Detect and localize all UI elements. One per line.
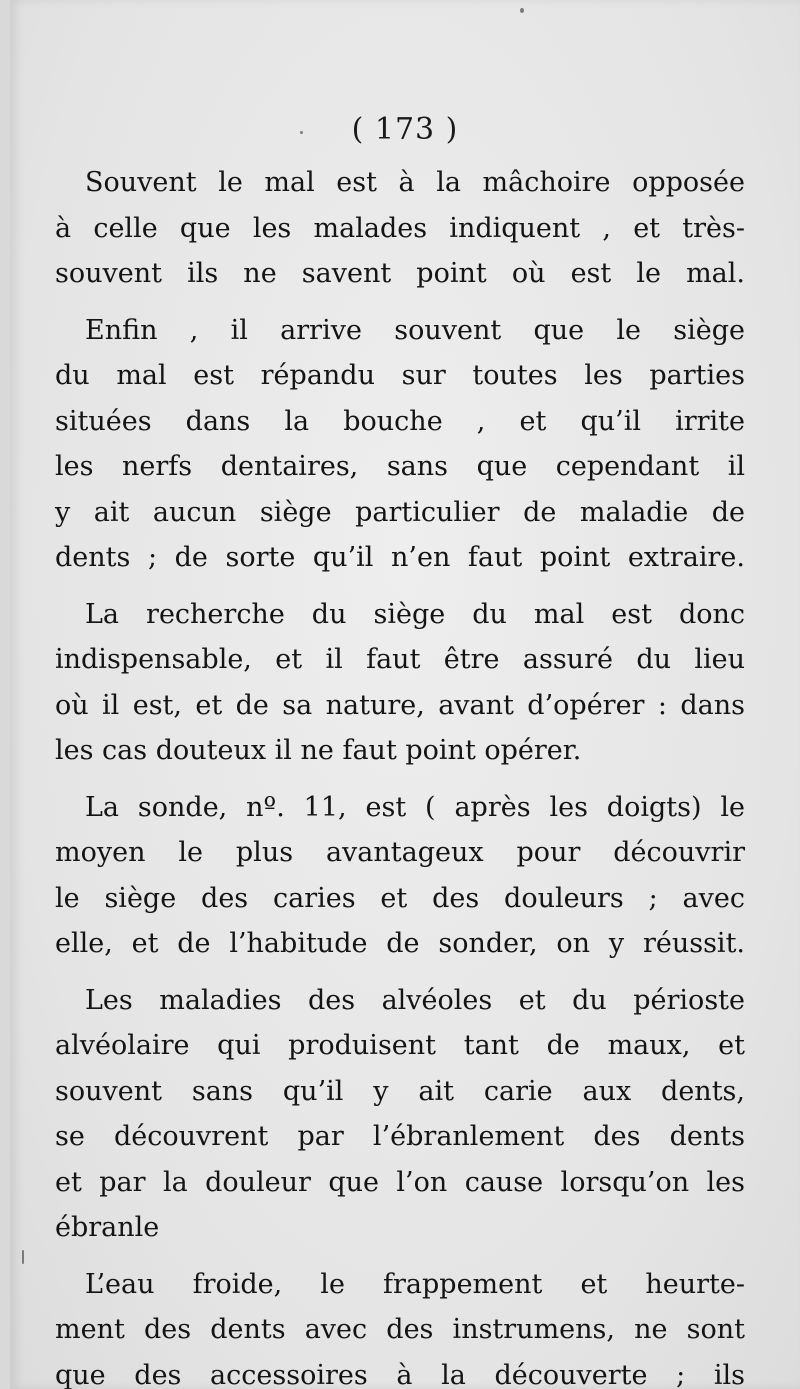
page-number: ( 173 ) (351, 112, 459, 147)
paragraph-4 (55, 785, 745, 967)
text-line: souvent sans qu’il y ait carie aux dents, (55, 1075, 745, 1107)
text-line: elle, et de l’habitude de sonder, on y réussit. (55, 928, 745, 959)
text-line: où il est, et de sa nature, avant d’opérer : dans (55, 689, 745, 721)
text-line: La sonde, nº. 11, est ( après les doigts) le (85, 791, 745, 823)
paragraph-6 (55, 1262, 745, 1389)
text-line: La recherche du siège du mal est donc (85, 598, 745, 630)
text-line: ment des dents avec des instrumens, ne sont (55, 1314, 745, 1345)
text-line: y ait aucun siège particulier de maladie de (55, 496, 745, 528)
text-line: les nerfs dentaires, sans que cependant il (55, 451, 745, 482)
text-line: dents ; de sorte qu’il n’en faut point extraire. (55, 542, 745, 573)
text-line: moyen le plus avantageux pour découvrir (55, 837, 745, 868)
text-line: souvent ils ne savent point où est le mal. (55, 258, 745, 289)
text-line: situées dans la bouche , et qu’il irrite (55, 405, 745, 437)
text-line: indispensable, et il faut être assuré du lieu (55, 644, 745, 675)
body-text (55, 160, 745, 1389)
text-line: Enfin , il arrive souvent que le siège (85, 314, 745, 346)
text-line: Souvent le mal est à la mâchoire opposée (85, 167, 745, 198)
text-line: Les maladies des alvéoles et du périoste (85, 984, 745, 1016)
paragraph-2 (55, 308, 745, 581)
text-line: que des accessoires à la découverte ; ils (55, 1359, 745, 1389)
ink-speck (300, 131, 303, 134)
book-page (10, 0, 800, 1389)
ink-speck (22, 1250, 24, 1264)
text-line: L’eau froide, le frappement et heurte- (85, 1268, 745, 1300)
paragraph-1 (55, 160, 745, 297)
text-line: les cas douteux il ne faut point opérer. (55, 735, 582, 766)
text-line: se découvrent par l’ébranlement des dents (55, 1121, 745, 1152)
paragraph-3 (55, 592, 745, 774)
text-line: et par la douleur que l’on cause lorsqu’on les (55, 1166, 745, 1198)
text-line: ébranle (55, 1212, 160, 1243)
text-line: alvéolaire qui produisent tant de maux, et (55, 1030, 745, 1061)
text-line: à celle que les malades indiquent , et très- (55, 212, 745, 244)
paragraph-5 (55, 978, 745, 1251)
text-line: le siège des caries et des douleurs ; avec (55, 882, 745, 914)
ink-speck (520, 8, 524, 13)
text-line: du mal est répandu sur toutes les parties (55, 360, 745, 391)
